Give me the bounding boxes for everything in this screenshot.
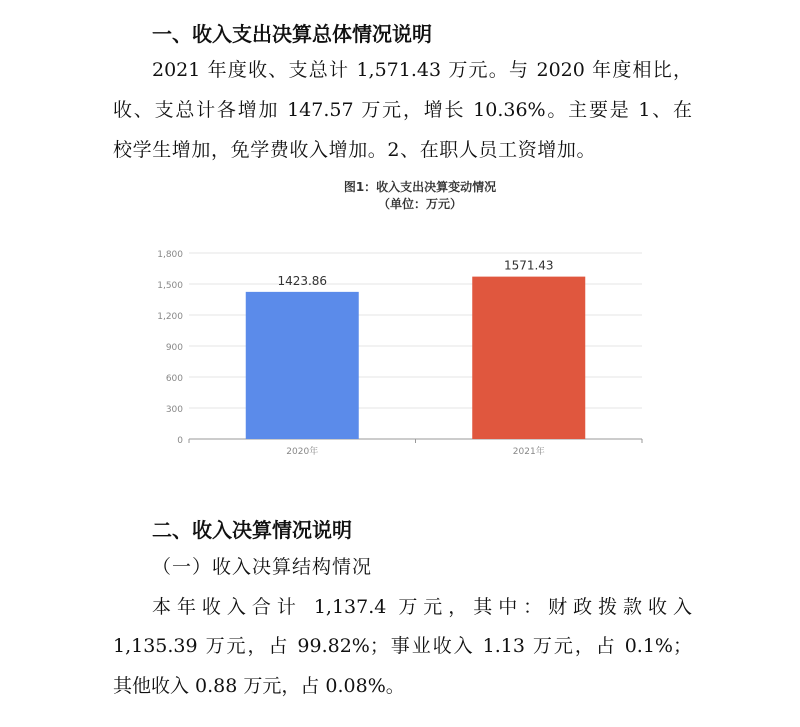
x-tick-label: 2021年	[512, 447, 545, 457]
paragraph-line: 本年收入合计 1,137.4 万元，其中：财政拨款收入	[152, 596, 692, 618]
chart-subtitle: （单位：万元）	[377, 197, 463, 211]
paragraph-line: 校学生增加，免学费收入增加。2、在职人员工资增加。	[113, 139, 597, 161]
paragraph-line: 收、支总计各增加 147.57 万元，增长 10.36%。主要是 1、在	[113, 99, 692, 121]
bar-2020年	[246, 292, 359, 439]
section2-heading: 二、收入决算情况说明	[152, 518, 352, 542]
section2-subheading: （一）收入决算结构情况	[152, 556, 373, 578]
y-tick-label: 1,800	[157, 250, 183, 260]
x-tick-label: 2020年	[286, 447, 319, 457]
y-tick-label: 1,500	[157, 281, 183, 291]
y-tick-label: 600	[165, 374, 183, 384]
section1-heading: 一、收入支出决算总体情况说明	[152, 22, 432, 46]
bar-2021年	[472, 277, 585, 439]
paragraph-line: 2021 年度收、支总计 1,571.43 万元。与 2020 年度相比，	[152, 59, 692, 81]
data-label: 1423.86	[277, 273, 328, 288]
chart-title: 图1：收入支出决算变动情况	[343, 180, 497, 194]
y-tick-label: 900	[165, 343, 183, 353]
y-tick-label: 1,200	[157, 312, 183, 322]
paragraph-line: 其他收入 0.88 万元，占 0.08%。	[113, 675, 405, 697]
y-tick-label: 300	[165, 405, 183, 415]
paragraph-line: 1,135.39 万元，占 99.82%；事业收入 1.13 万元，占 0.1%；	[113, 635, 692, 657]
data-label: 1571.43	[503, 258, 554, 273]
y-tick-label: 0	[177, 436, 183, 446]
